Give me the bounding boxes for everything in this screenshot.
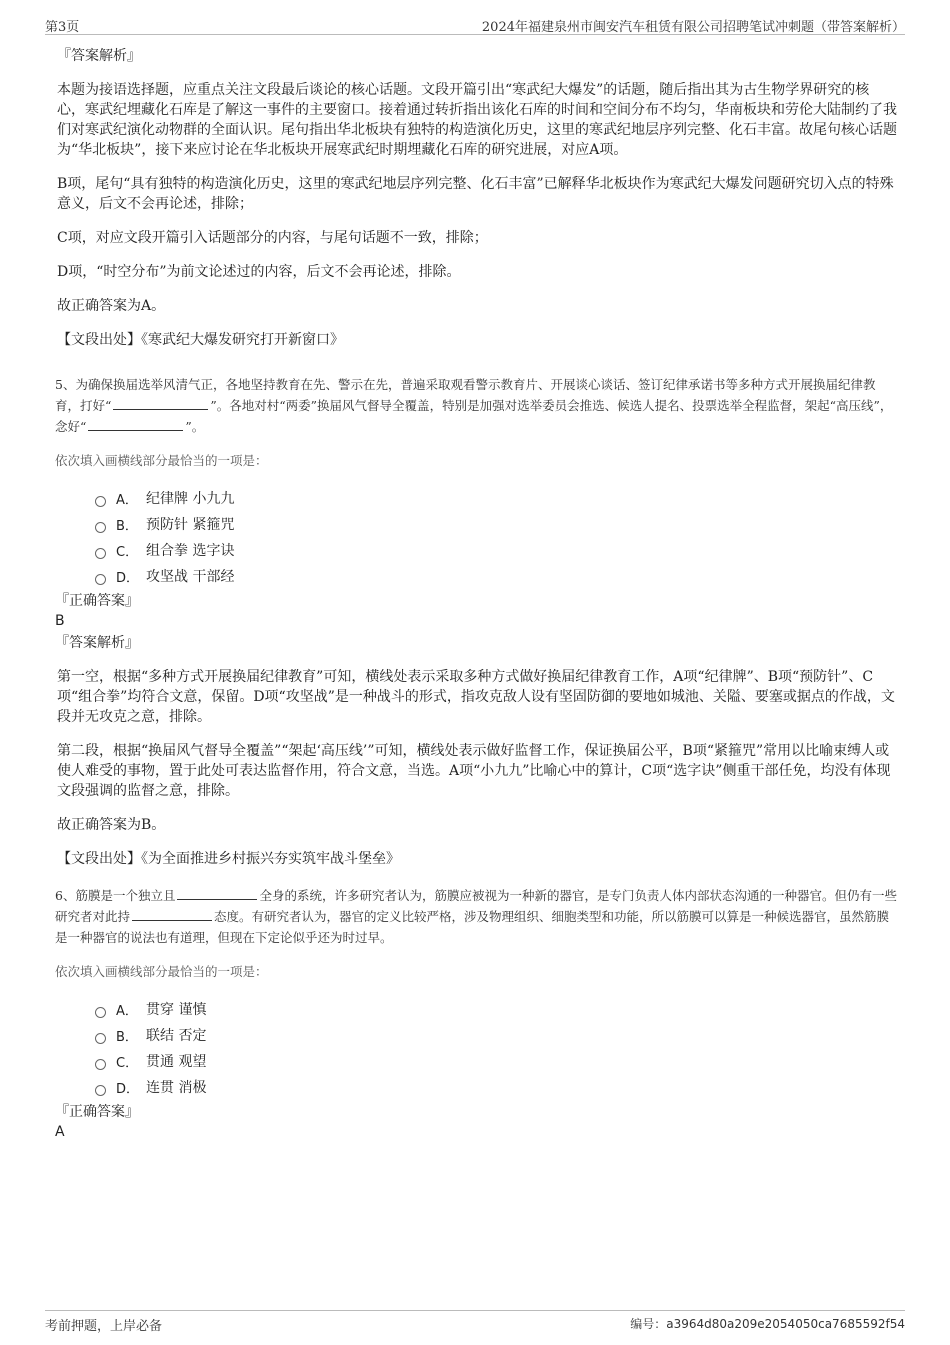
document-title: 2024年福建泉州市闽安汽车租赁有限公司招聘笔试冲刺题（带答案解析） bbox=[481, 20, 905, 35]
page-content bbox=[57, 46, 897, 1142]
radio-icon[interactable] bbox=[95, 522, 106, 533]
analysis-paragraph: 第一空，根据“多种方式开展换届纪律教育”可知，横线处表示采取多种方式做好换届纪律教育工作，A项“纪律牌”、B项“预防针”、C项“组合拳”均符合文意，保留。D项“攻坚战”是一种战斗的形式，指攻克敌人设有坚固防御的要地如城池、关隘、要塞或据点的作战，文段并无攻克之意，排除。 bbox=[57, 669, 895, 725]
question-6-stem: 6、筋膜是一个独立且 全身的系统，许多研究者认为，筋膜应被视为一种新的器官，是专门负责人体内部状态沟通的一种器官。但仍有一些研究者对此持 态度。有研究者认为，器官的定义比较严格，涉及物理组织、细胞类型和功能，所以筋膜可以算是一种候选器官，虽然筋膜是一种器官的说法也有道理，但现在下定论似乎还为时过早。 bbox=[55, 888, 897, 945]
radio-icon[interactable] bbox=[95, 1007, 106, 1018]
analysis-heading: 『答案解析』 bbox=[57, 48, 141, 64]
correct-answer-heading: 『正确答案』 bbox=[55, 593, 139, 609]
question-6-instruction: 依次填入画横线部分最恰当的一项是： bbox=[55, 964, 268, 979]
question-6-options bbox=[55, 996, 897, 1100]
source-citation: 【文段出处】《寒武纪大爆发研究打开新窗口》 bbox=[57, 332, 344, 348]
radio-icon[interactable] bbox=[95, 548, 106, 559]
radio-icon[interactable] bbox=[95, 1033, 106, 1044]
question-5-stem: 5、为确保换届选举风清气正，各地坚持教育在先、警示在先，普遍采取观看警示教育片、开展谈心谈话、签订纪律承诺书等多种方式开展换届纪律教育，打好“ ”。各地对村“两委”换届风气督导全覆盖，特别是加强对选举委员会推选、候选人提名、投票选举全程监督，架起“高压线”，念好“ ”。 bbox=[55, 377, 893, 434]
analysis-paragraph: B项，尾句“具有独特的构造演化历史，这里的寒武纪地层序列完整、化石丰富”已解释华北板块作为寒武纪大爆发问题研究切入点的特殊意义，后文不会再论述，排除； bbox=[57, 176, 894, 212]
source-citation: 【文段出处】《为全面推进乡村振兴夯实筑牢战斗堡垒》 bbox=[57, 851, 400, 867]
option-b[interactable]: B． 联结 否定 bbox=[55, 1022, 897, 1048]
fill-blank bbox=[88, 418, 183, 431]
analysis-paragraph: C项，对应文段开篇引入话题部分的内容，与尾句话题不一致，排除； bbox=[57, 230, 488, 246]
prev-analysis-section bbox=[57, 46, 897, 350]
footer-slogan: 考前押题，上岸必备 bbox=[45, 1319, 163, 1334]
radio-icon[interactable] bbox=[95, 574, 106, 585]
radio-icon[interactable] bbox=[95, 496, 106, 507]
question-5-instruction: 依次填入画横线部分最恰当的一项是： bbox=[55, 453, 268, 468]
option-d[interactable]: D． 连贯 消极 bbox=[55, 1074, 897, 1100]
option-a[interactable]: A． 纪律牌 小九九 bbox=[55, 485, 897, 511]
correct-answer-heading: 『正确答案』 bbox=[55, 1104, 139, 1120]
page-footer bbox=[45, 1310, 905, 1335]
page-number: 第3页 bbox=[45, 20, 80, 35]
conclusion: 故正确答案为B。 bbox=[57, 817, 166, 833]
option-b[interactable]: B． 预防针 紧箍咒 bbox=[55, 511, 897, 537]
question-5 bbox=[55, 374, 897, 869]
page-header bbox=[45, 14, 905, 35]
fill-blank bbox=[113, 397, 208, 410]
radio-icon[interactable] bbox=[95, 1059, 106, 1070]
analysis-heading: 『答案解析』 bbox=[55, 635, 139, 651]
fill-blank bbox=[132, 908, 212, 921]
option-d[interactable]: D． 攻坚战 干部经 bbox=[55, 563, 897, 589]
document-code: 编号：a3964d80a209e2054050ca7685592f54 bbox=[630, 1317, 905, 1331]
option-a[interactable]: A． 贯穿 谨慎 bbox=[55, 996, 897, 1022]
conclusion: 故正确答案为A。 bbox=[57, 298, 166, 314]
correct-answer: B bbox=[55, 613, 65, 629]
correct-answer: A bbox=[55, 1124, 65, 1140]
analysis-paragraph: 本题为接语选择题，应重点关注文段最后谈论的核心话题。文段开篇引出“寒武纪大爆发”的话题，随后指出其为古生物学界研究的核心，寒武纪埋藏化石库是了解这一事件的主要窗口。接着通过转折指出该化石库的时间和空间分布不均匀，华南板块和劳伦大陆制约了我们对寒武纪演化动物群的全面认识。尾句指出华北板块有独特的构造演化历史，这里的寒武纪地层序列完整、化石丰富。故尾句核心话题为“华北板块”，接下来应讨论在华北板块开展寒武纪时期埋藏化石库的研究进展，对应A项。 bbox=[57, 82, 897, 158]
radio-icon[interactable] bbox=[95, 1085, 106, 1096]
option-c[interactable]: C． 贯通 观望 bbox=[55, 1048, 897, 1074]
question-6 bbox=[55, 885, 897, 1142]
option-c[interactable]: C． 组合拳 选字诀 bbox=[55, 537, 897, 563]
question-5-options bbox=[55, 485, 897, 589]
fill-blank bbox=[177, 887, 257, 900]
analysis-paragraph: 第二段，根据“换届风气督导全覆盖”“架起‘高压线’”可知，横线处表示做好监督工作，保证换届公平，B项“紧箍咒”常用以比喻束缚人或使人难受的事物，置于此处可表达监督作用，符合文意，当选。A项“小九九”比喻心中的算计，C项“选字诀”侧重干部任免，均没有体现文段强调的监督之意，排除。 bbox=[57, 743, 891, 799]
analysis-paragraph: D项，“时空分布”为前文论述过的内容，后文不会再论述，排除。 bbox=[57, 264, 461, 280]
